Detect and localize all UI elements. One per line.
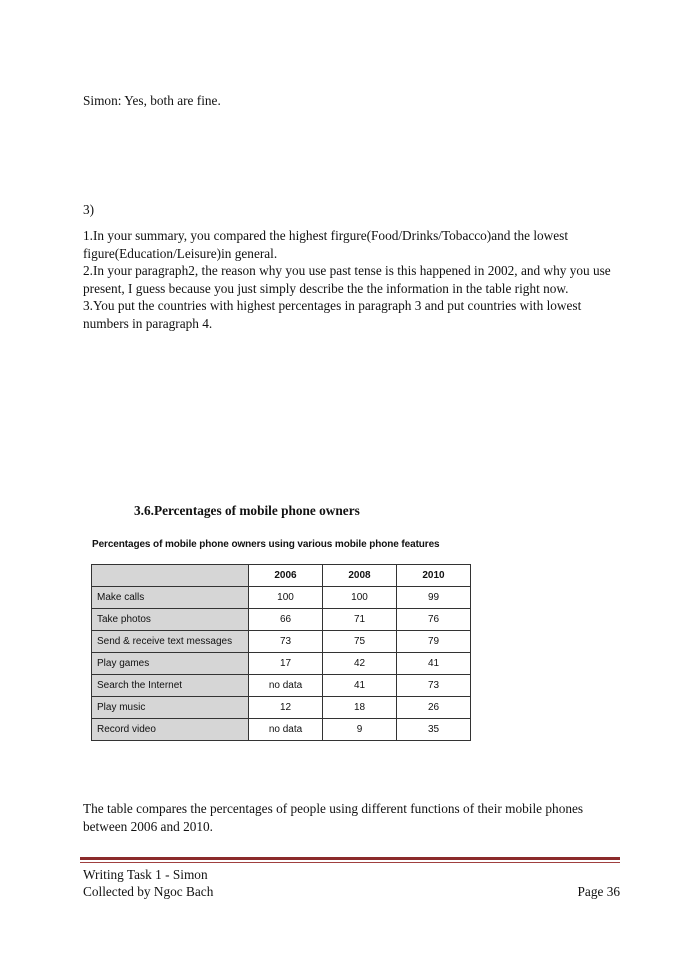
header-corner-cell: [92, 565, 249, 587]
note-3: 3.You put the countries with highest percentages in paragraph 3 and put countries with lowest numbers in paragraph 4.: [83, 298, 582, 331]
table-row: [92, 609, 471, 631]
table-cell: 75: [323, 631, 397, 653]
table-row: [92, 719, 471, 741]
table-cell: 17: [249, 653, 323, 675]
table-cell: 79: [397, 631, 471, 653]
table-cell: 73: [397, 675, 471, 697]
column-header: 2008: [323, 565, 397, 587]
table-cell: 41: [323, 675, 397, 697]
table-header-row: [92, 565, 471, 587]
footer-rule-thin: [80, 862, 620, 863]
page-number: Page 36: [577, 884, 620, 899]
row-label: Search the Internet: [92, 675, 249, 697]
table-cell: 73: [249, 631, 323, 653]
simon-reply: Simon: Yes, both are fine.: [83, 93, 221, 108]
table-cell: 26: [397, 697, 471, 719]
section-heading: 3.6.Percentages of mobile phone owners: [134, 503, 360, 518]
table-cell: 76: [397, 609, 471, 631]
row-label: Take photos: [92, 609, 249, 631]
table-row: [92, 631, 471, 653]
table-cell: no data: [249, 719, 323, 741]
notes-block: [83, 227, 623, 332]
table-cell: 99: [397, 587, 471, 609]
footer-rule: [80, 857, 620, 860]
row-label: Play games: [92, 653, 249, 675]
row-label: Send & receive text messages: [92, 631, 249, 653]
table-cell: no data: [249, 675, 323, 697]
footer-author: Collected by Ngoc Bach: [83, 884, 214, 899]
footer-title: Writing Task 1 - Simon: [83, 867, 208, 882]
section-number: 3): [83, 202, 95, 217]
table-cell: 35: [397, 719, 471, 741]
column-header: 2006: [249, 565, 323, 587]
table-cell: 100: [323, 587, 397, 609]
table-cell: 42: [323, 653, 397, 675]
table-cell: 18: [323, 697, 397, 719]
row-label: Make calls: [92, 587, 249, 609]
table-caption: Percentages of mobile phone owners using various mobile phone features: [92, 539, 440, 550]
table-row: [92, 587, 471, 609]
table-cell: 100: [249, 587, 323, 609]
table-cell: 12: [249, 697, 323, 719]
row-label: Record video: [92, 719, 249, 741]
table-row: [92, 675, 471, 697]
column-header: 2010: [397, 565, 471, 587]
table-cell: 71: [323, 609, 397, 631]
table-cell: 9: [323, 719, 397, 741]
note-2: 2.In your paragraph2, the reason why you use past tense is this happened in 2002, and why you use present, I guess because you just simply describe the the information in the table right now.: [83, 263, 611, 296]
table-row: [92, 653, 471, 675]
row-label: Play music: [92, 697, 249, 719]
table-cell: 41: [397, 653, 471, 675]
summary-paragraph: The table compares the percentages of people using different functions of their mobile phones between 2006 and 2010.: [83, 801, 584, 834]
note-1: 1.In your summary, you compared the highest firgure(Food/Drinks/Tobacco)and the lowest figure(Education/Leisure)in general.: [83, 228, 569, 261]
mobile-features-table: [91, 564, 471, 741]
table-cell: 66: [249, 609, 323, 631]
table-row: [92, 697, 471, 719]
